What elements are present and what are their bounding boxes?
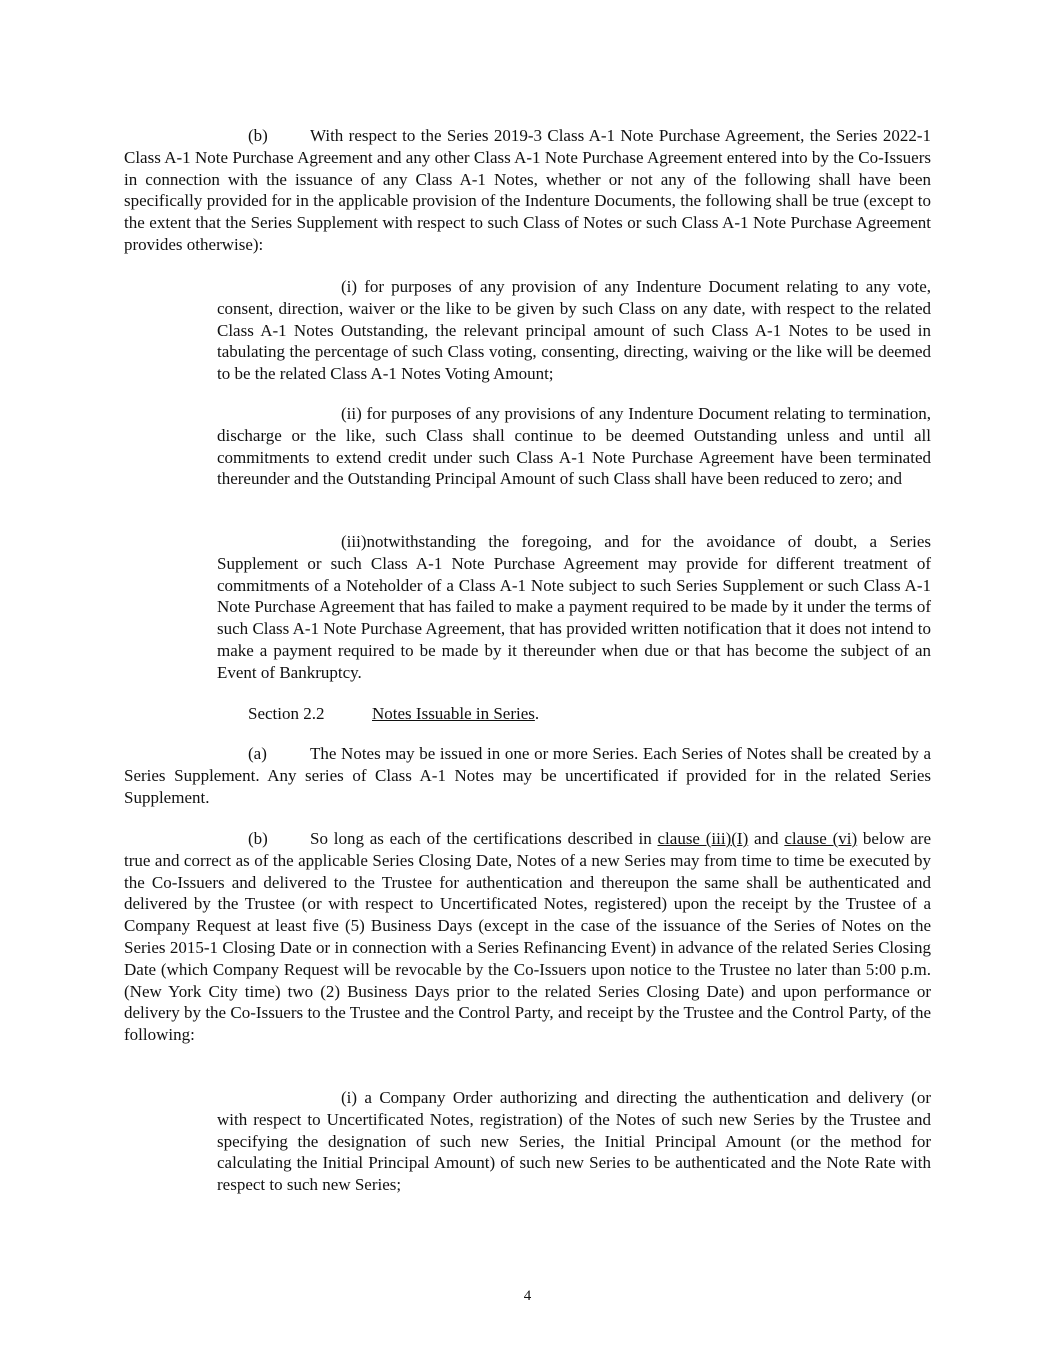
clause-ii-termination: (ii) for purposes of any provisions of any Indenture Document relating to termination, discharge or the like, such Class shall continue to be deemed Outstanding unless and until all commitments to extend credit under such Class A-1 Note Purchase Agreement have been terminated thereunder and the Outstanding Principal Amount of such Class shall have been reduced to zero; and [217,404,931,489]
section-title: Notes Issuable in Series [372,704,535,723]
clause-reference: clause (iii)(I) [657,829,749,848]
page-number: 4 [523,1288,532,1304]
clause-reference: clause (vi) [784,829,858,848]
section-heading: Section 2.2 Notes Issuable in Series. [248,704,540,723]
paragraph-b-certifications: (b) So long as each of the certifications described in clause (iii)(I) and clause (vi) below are true and correct as of the applicable Series Closing Date, Notes of a new Series may from time to time be executed by the Co-Issuers and delivered to the Trustee for authentication and thereupon the same shall be authenticated and delivered by the Trustee (or with respect to Uncertificated Notes, registered) upon the receipt by the Trustee of a Company Request at least five (5) Business Days (except in the case of the issuance of the Series of Notes on the Series 2015-1 Closing Date or in connection with a Series Refinancing Event) in advance of the related Series Closing Date (which Company Request will be revocable by the Co-Issuers upon notice to the Trustee no later than 5:00 p.m. (New York City time) two (2) Business Days prior to the related Series Closing Date) and upon performance or delivery by the Co-Issuers to the Trustee and the Control Party, and receipt by the Trustee and the Control Party, of the following: [124,829,932,1045]
clause-iii-notwithstanding: (iii)notwithstanding the foregoing, and for the avoidance of doubt, a Series Supplement or such Class A-1 Note Purchase Agreement may provide for different treatment of commitments of a Noteholder of a Class A-1 Note subject to such Series Supplement or such Class A-1 Note Purchase Agreement that has failed to make a payment required to be made by it under the terms of such Class A-1 Note Purchase Agreement, that has provided written notification that it does not intend to make a payment required to be made by it thereunder when due or that has become the subject of an Event of Bankruptcy. [217,532,931,682]
clause-i-voting: (i) for purposes of any provision of any Indenture Document relating to any vote, consent, direction, waiver or the like to be given by such Class on any date, with respect to the related Class A-1 Notes Outstanding, the relevant principal amount of such Class A-1 Notes to be used in tabulating the percentage of such Class voting, consenting, directing, waiving or the like will be deemed to be the related Class A-1 Notes Voting Amount; [217,277,932,384]
paragraph-a-series: (a) The Notes may be issued in one or more Series. Each Series of Notes shall be created by a Series Supplement. Any series of Class A-1 Notes may be uncertificated if provided for in the related Series Supplement. [124,744,931,807]
paragraph-b-note-purchase: (b) With respect to the Series 2019-3 Class A-1 Note Purchase Agreement, the Series 2022-1 Class A-1 Note Purchase Agreement and any other Class A-1 Note Purchase Agreement entered into by the Co-Issuers in connection with the issuance of any Class A-1 Notes, whether or not any of the following shall have been specifically provided for in the applicable provision of the Indenture Documents, the following shall be true (except to the extent that the Series Supplement with respect to such Class of Notes or such Class A-1 Note Purchase Agreement provides otherwise): [124,126,931,254]
clause-i-company-order: (i) a Company Order authorizing and directing the authentication and delivery (or with respect to Uncertificated Notes, registration) of the Notes of such new Series by the Trustee and specifying the designation of such new Series, the Initial Principal Amount (or the method for calculating the Initial Principal Amount) of such new Series to be authenticated and the Note Rate with respect to such new Series; [217,1088,931,1195]
